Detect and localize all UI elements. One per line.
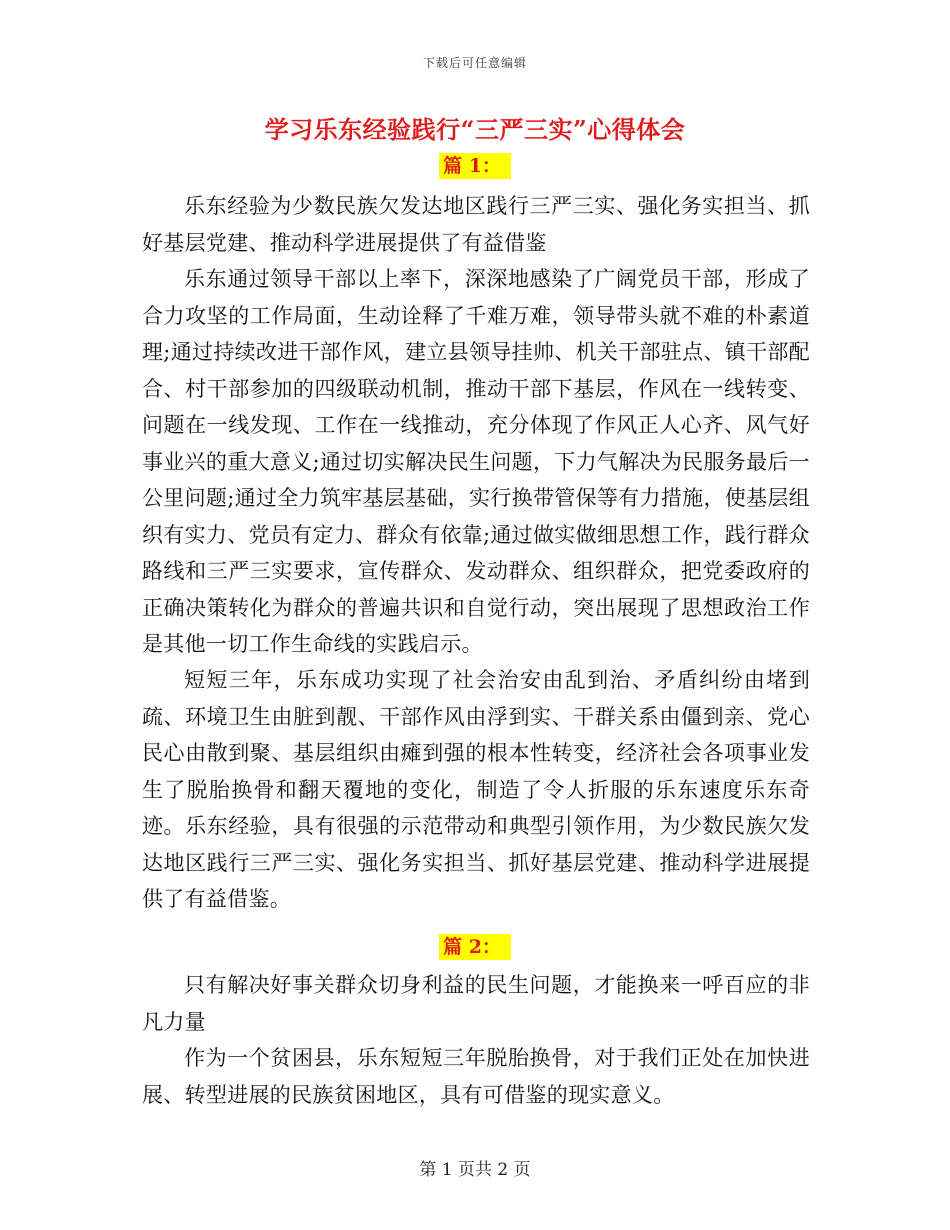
section-1-paragraph-2: 乐东通过领导干部以上率下，深深地感染了广阔党员干部，形成了合力攻坚的工作局面，生动诠释了千难万难，领导带头就不难的朴素道理;通过持续改进干部作风，建立县领导挂帅、机关干部驻点、镇干部配合、村干部参加的四级联动机制，推动干部下基层，作风在一线转变、问题在一线发现、工作在一线推动，充分体现了作风正人心齐、风气好事业兴的重大意义;通过切实解决民生问题，下力气解决为民服务最后一公里问题;通过全力筑牢基层基础，实行换带管保等有力措施，使基层组织有实力、党员有定力、群众有依靠;通过做实做细思想工作，践行群众路线和三严三实要求，宣传群众、发动群众、组织群众，把党委政府的正确决策转化为群众的普遍共识和自觉行动，突出展现了思想政治工作是其他一切工作生命线的实践启示。 xyxy=(142,267,810,656)
section-2-paragraph-1: 只有解决好事关群众切身利益的民生问题，才能换来一呼百应的非凡力量 xyxy=(142,973,810,1034)
section-1-label: 篇 1： xyxy=(439,153,511,179)
section-1-paragraph-1: 乐东经验为少数民族欠发达地区践行三严三实、强化务实担当、抓好基层党建、推动科学进展提供了有益借鉴 xyxy=(142,194,810,255)
section-2-label: 篇 2： xyxy=(439,934,511,960)
section-2-paragraph-2: 作为一个贫困县，乐东短短三年脱胎换骨，对于我们正处在加快进展、转型进展的民族贫困地区，具有可借鉴的现实意义。 xyxy=(142,1046,810,1107)
page-footer: 第 1 页共 2 页 xyxy=(419,1160,531,1180)
section-1-paragraph-3: 短短三年，乐东成功实现了社会治安由乱到治、矛盾纠纷由堵到疏、环境卫生由脏到靓、干部作风由浮到实、干群关系由僵到亲、党心民心由散到聚、基层组织由瘫到强的根本性转变，经济社会各项事业发生了脱胎换骨和翻天覆地的变化，制造了令人折服的乐东速度乐东奇迹。乐东经验，具有很强的示范带动和典型引领作用，为少数民族欠发达地区践行三严三实、强化务实担当、抓好基层党建、推动科学进展提供了有益借鉴。 xyxy=(142,668,810,911)
page-header-note: 下载后可任意编辑 xyxy=(422,56,527,70)
document-title: 学习乐东经验践行“三严三实”心得体会 xyxy=(264,115,686,144)
section-2-heading xyxy=(0,934,950,960)
section-1-heading xyxy=(0,153,950,179)
